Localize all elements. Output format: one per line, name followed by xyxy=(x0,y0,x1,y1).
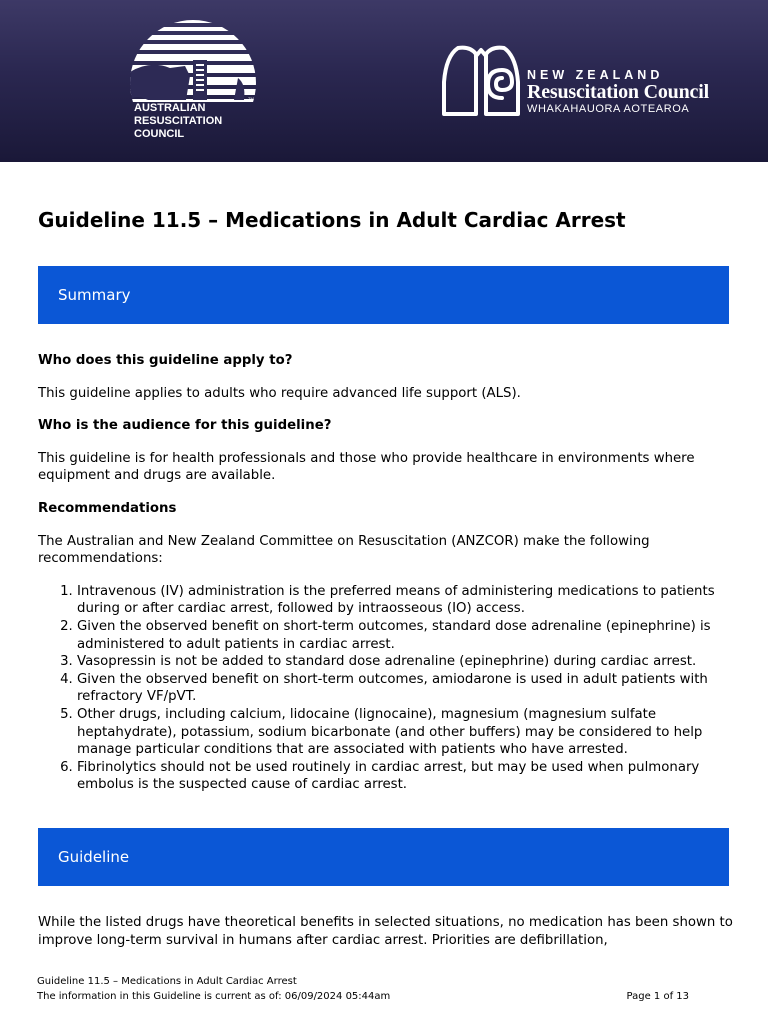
list-item: 3. Vasopressin is not be added to standard dose adrenaline (epinephrine) during cardiac arrest. xyxy=(77,653,738,671)
recommendations-list xyxy=(38,583,738,794)
list-item: 5. Other drugs, including calcium, lidocaine (lignocaine), magnesium (magnesium sulfate heptahydrate), potassium, sodium bicarbonate (and other buffers) may be considered to help manage particular conditions that are associated with patients who have arrested. xyxy=(77,706,738,759)
guideline-paragraph: While the listed drugs have theoretical benefits in selected situations, no medication has been shown to improve long-term survival in humans after cardiac arrest. Priorities are defibrillation, xyxy=(38,915,733,948)
arc-logo-line: AUSTRALIAN xyxy=(134,102,206,114)
answer-paragraph: This guideline applies to adults who require advanced life support (ALS). xyxy=(38,385,521,401)
arc-logo-line: RESUSCITATION xyxy=(134,115,223,127)
page-number: Page 1 of 13 xyxy=(626,991,689,1002)
nz-logo-line-3: WHAKAHAUORA AOTEAROA xyxy=(527,103,690,115)
list-item: 6. Fibrinolytics should not be used routinely in cardiac arrest, but may be used when pulmonary embolus is the suspected cause of cardiac arrest. xyxy=(77,759,738,794)
nz-logo-line-1: NEW ZEALAND xyxy=(527,68,664,82)
question-heading: Who does this guideline apply to? xyxy=(38,353,293,368)
guideline-content xyxy=(38,914,738,949)
answer-paragraph: This guideline is for health professionals and those who provide healthcare in environments where equipment and drugs are available. xyxy=(38,450,695,484)
guideline-section-header xyxy=(38,828,729,886)
footer-currency-note: The information in this Guideline is current as of: 06/09/2024 05:44am xyxy=(37,991,391,1002)
list-item: 2. Given the observed benefit on short-term outcomes, standard dose adrenaline (epinephrine) is administered to adult patients in cardiac arrest. xyxy=(77,618,738,653)
nz-council-name xyxy=(527,68,709,116)
page-title: Guideline 11.5 – Medications in Adult Cardiac Arrest xyxy=(38,208,626,232)
page-footer xyxy=(37,974,697,1004)
summary-section-label: Summary xyxy=(58,286,131,304)
list-item: 4. Given the observed benefit on short-term outcomes, amiodarone is used in adult patients with refractory VF/pVT. xyxy=(77,671,738,706)
nz-lungs-logo-icon xyxy=(440,42,522,118)
question-heading: Who is the audience for this guideline? xyxy=(38,418,332,434)
recommendations-heading: Recommendations xyxy=(38,500,177,516)
guideline-section-label: Guideline xyxy=(58,848,130,866)
list-item: 1. Intravenous (IV) administration is the preferred means of administering medications to patients during or after cardiac arrest, followed by intraosseous (IO) access. xyxy=(77,583,738,618)
summary-content xyxy=(38,352,738,794)
footer-doc-name: Guideline 11.5 – Medications in Adult Cardiac Arrest xyxy=(37,976,297,987)
trademark-mark: TM xyxy=(248,96,254,101)
recommendations-intro: The Australian and New Zealand Committee on Resuscitation (ANZCOR) make the following recommendations: xyxy=(38,533,650,567)
arc-logo-text xyxy=(134,102,222,141)
summary-section-header xyxy=(38,266,729,324)
arc-logo-line: COUNCIL xyxy=(134,128,185,140)
nz-logo-line-2: Resuscitation Council xyxy=(527,81,709,103)
page-header xyxy=(0,0,768,162)
